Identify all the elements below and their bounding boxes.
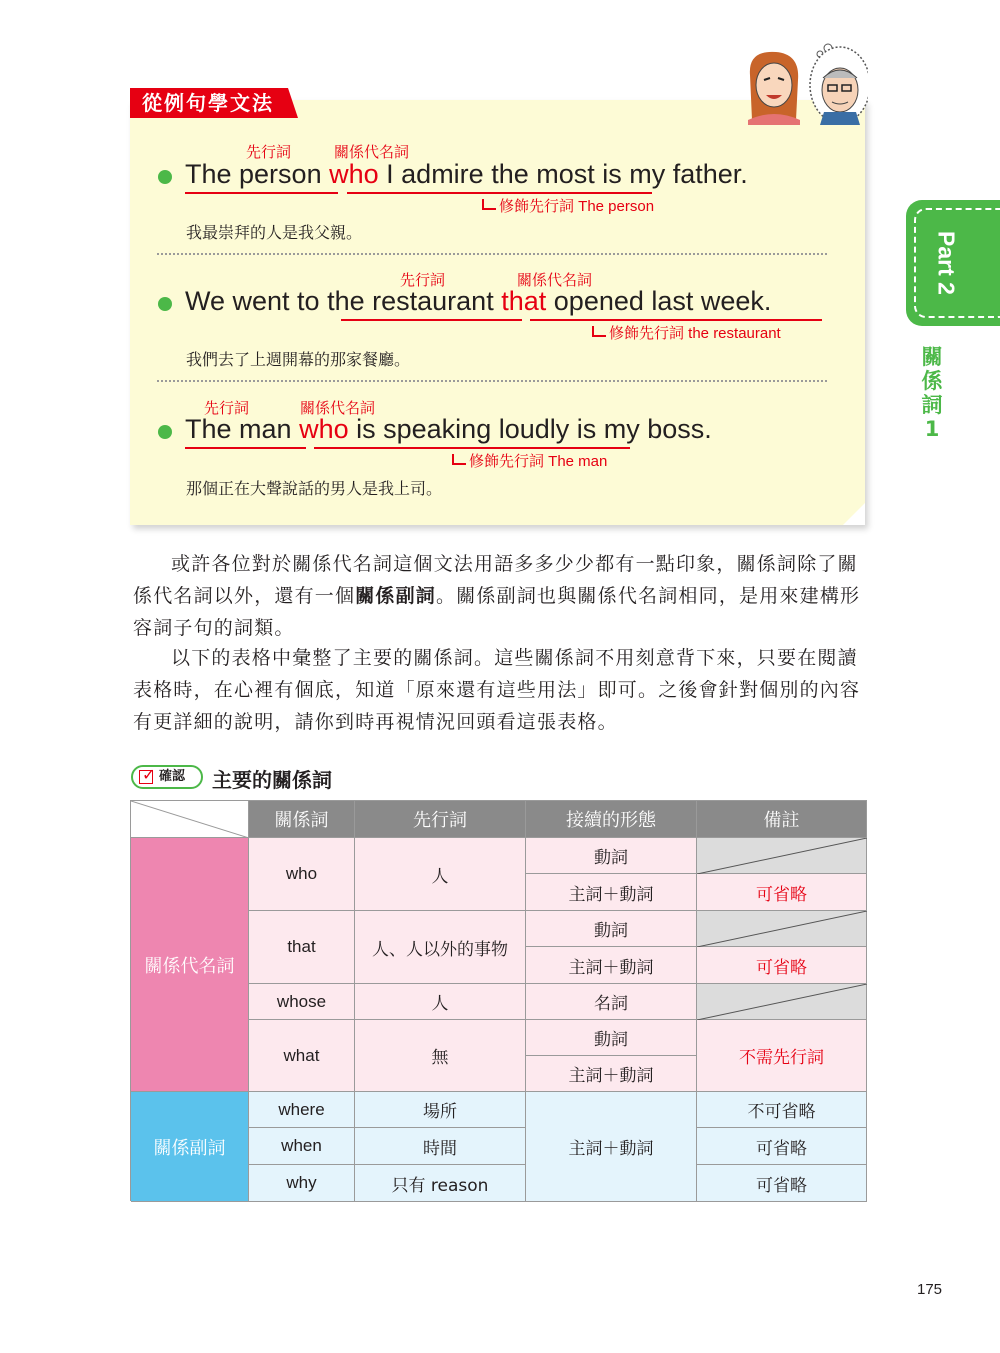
group-relative-pronoun: 關係代名詞 [131,838,249,1092]
translation-3: 那個正在大聲說話的男人是我上司。 [186,479,443,498]
relative-words-table [130,800,867,1201]
row-word-who: who [249,838,355,911]
row-note: 可省略 [697,874,867,911]
adverb-form: 主詞＋動詞 [526,1092,697,1202]
dotted-separator [157,380,827,382]
body-paragraph-1: 或許各位對於關係代名詞這個文法用語多多少少都有一點印象，關係詞除了關係代名詞以外，還有一個關係副詞。關係副詞也與關係代名詞相同，是用來建構形容詞子句的詞類。 [133,553,861,639]
row-word-when: when [249,1128,355,1165]
underline-clause [530,319,822,321]
row-form: 動詞 [526,1020,697,1056]
row-antecedent: 無 [355,1020,526,1092]
label-relative-pronoun-2: 關係代名詞 [517,271,593,289]
row-note: 不需先行詞 [697,1020,867,1092]
header-relative-word: 關係詞 [249,801,355,838]
row-word-what: what [249,1020,355,1092]
row-antecedent: 只有 reason [355,1165,526,1202]
row-antecedent: 人 [355,838,526,911]
example-box-title: 從例句學文法 [130,88,288,118]
label-antecedent-3: 先行詞 [204,399,250,417]
row-form: 主詞＋動詞 [526,874,697,911]
dotted-separator [157,253,827,255]
row-note: 可省略 [697,947,867,984]
translation-1: 我最崇拜的人是我父親。 [186,223,363,242]
underline-clause [347,192,652,194]
example-sentence-3: The man who is speaking loudly is my boss. [185,414,712,444]
row-form: 名詞 [526,984,697,1020]
example-sentence-1: The person who I admire the most is my father. [185,159,748,189]
bold-term: 關係副詞 [355,585,437,607]
table-title: 主要的關係詞 [212,768,332,792]
row-word-where: where [249,1092,355,1128]
underline-antecedent [341,319,522,321]
modifier-note-3: 修飾先行詞 The man [452,450,607,471]
underline-antecedent [185,192,338,194]
chapter-label: 關 係 詞 1 [921,345,943,441]
bullet-dot [158,170,172,184]
row-antecedent: 人 [355,984,526,1020]
modifier-note-1: 修飾先行詞 The person [482,195,654,216]
group-relative-adverb: 關係副詞 [131,1092,249,1202]
confirm-badge: ✓ 確認 [131,765,203,789]
label-relative-pronoun-1: 關係代名詞 [334,143,410,161]
check-icon: ✓ [142,765,156,784]
row-form: 主詞＋動詞 [526,947,697,984]
example-sentence-2: We went to the restaurant that opened last week. [185,286,772,316]
row-antecedent: 人、人以外的事物 [355,911,526,984]
body-paragraph-2: 以下的表格中彙整了主要的關係詞。這些關係詞不用刻意背下來，只要在閱讀表格時，在心裡有個底，知道「原來還有這些用法」即可。之後會針對個別的內容有更詳細的說明，請你到時再視情況回頭看這張表格。 [133,647,861,733]
row-antecedent: 時間 [355,1128,526,1165]
header-following-form: 接續的形態 [526,801,697,838]
row-word-why: why [249,1165,355,1202]
page-number: 175 [917,1281,943,1298]
underline-antecedent [185,447,306,449]
row-note: 可省略 [697,1128,867,1165]
modifier-note-2: 修飾先行詞 the restaurant [592,322,781,343]
row-word-that: that [249,911,355,984]
header-corner [131,801,249,838]
bullet-dot [158,297,172,311]
row-note: 不可省略 [697,1092,867,1128]
row-note-empty [697,838,867,874]
row-note-empty [697,984,867,1020]
row-form: 動詞 [526,838,697,874]
row-note-empty [697,911,867,947]
row-antecedent: 場所 [355,1092,526,1128]
translation-2: 我們去了上週開幕的那家餐廳。 [186,350,411,369]
label-antecedent-1: 先行詞 [246,143,292,161]
label-antecedent-2: 先行詞 [400,271,446,289]
bullet-dot [158,425,172,439]
row-form: 主詞＋動詞 [526,1056,697,1092]
underline-clause [314,447,630,449]
characters-illustration [728,40,868,125]
row-form: 動詞 [526,911,697,947]
row-word-whose: whose [249,984,355,1020]
part-label: Part 2 [933,231,960,295]
row-note: 可省略 [697,1165,867,1202]
header-notes: 備註 [697,801,867,838]
header-antecedent: 先行詞 [355,801,526,838]
label-relative-pronoun-3: 關係代名詞 [300,399,376,417]
